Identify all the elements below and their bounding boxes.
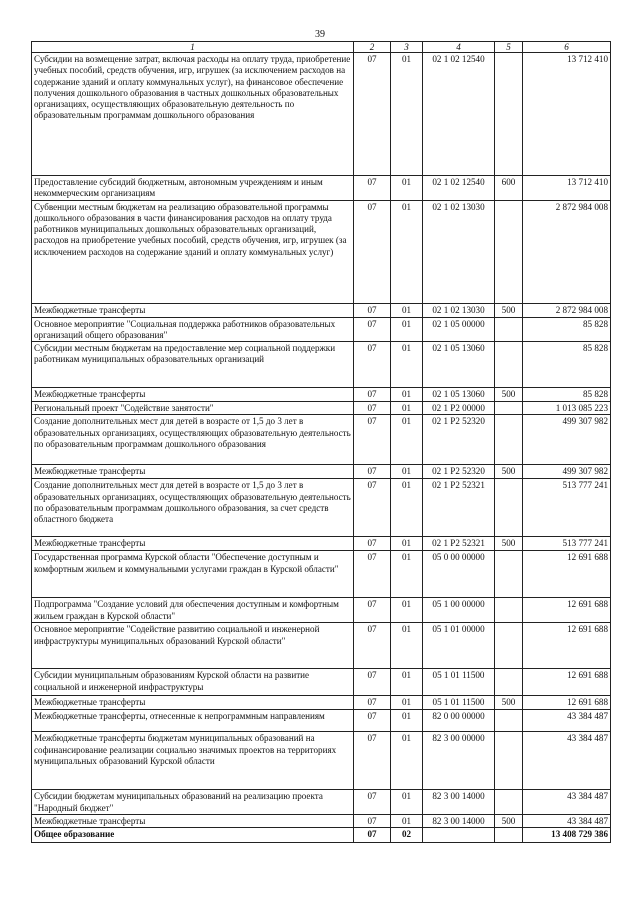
row-expense-type — [495, 53, 523, 176]
row-amount: 13 712 410 — [523, 176, 611, 201]
row-amount: 85 828 — [523, 388, 611, 402]
row-subsection: 01 — [391, 710, 423, 732]
row-target-article: 02 1 05 00000 — [423, 317, 495, 342]
row-section: 07 — [354, 696, 391, 710]
row-expense-type — [495, 828, 523, 843]
row-amount: 2 872 984 008 — [523, 200, 611, 303]
row-name: Субсидии на возмещение затрат, включая расходы на оплату труда, приобретение учебных пособий, средств обучения, игр, игрушек (за исключением расходов на содержание зданий и оплату коммунальных услуг), на финансовое обеспечение получения дошкольного образования в частных дошкольных образовательных организациях, осуществляющих образовательную деятельность по образовательным программам дошкольного образования — [32, 53, 354, 176]
table-row — [32, 551, 611, 598]
row-subsection: 01 — [391, 479, 423, 537]
row-section: 07 — [354, 388, 391, 402]
row-amount: 12 691 688 — [523, 696, 611, 710]
row-section: 07 — [354, 317, 391, 342]
row-amount: 499 307 982 — [523, 415, 611, 465]
row-section: 07 — [354, 815, 391, 828]
row-amount: 12 691 688 — [523, 551, 611, 598]
row-name: Межбюджетные трансферты — [32, 815, 354, 828]
table-row — [32, 790, 611, 815]
row-expense-type — [495, 790, 523, 815]
row-target-article: 02 1 02 12540 — [423, 53, 495, 176]
row-name: Межбюджетные трансферты бюджетам муниципальных образований на софинансирование реализации социально значимых проектов на территориях муниципальных образований Курской области — [32, 732, 354, 790]
row-subsection: 01 — [391, 669, 423, 696]
row-target-article: 05 1 01 11500 — [423, 696, 495, 710]
row-expense-type — [495, 479, 523, 537]
row-amount: 12 691 688 — [523, 598, 611, 623]
row-expense-type — [495, 623, 523, 669]
row-target-article: 82 3 00 00000 — [423, 732, 495, 790]
row-target-article: 02 1 02 13030 — [423, 303, 495, 317]
row-amount: 2 872 984 008 — [523, 303, 611, 317]
column-header-name: 1 — [32, 42, 354, 53]
row-expense-type — [495, 402, 523, 415]
row-name: Субвенции местным бюджетам на реализацию образовательной программы дошкольного образования в части финансирования расходов на оплату труда работников муниципальных дошкольных образовательных организаций, расходов на приобретение учебных пособий, средств обучения, игр, игрушек (за исключением расходов на содержание зданий и оплату коммунальных услуг) — [32, 200, 354, 303]
row-section: 07 — [354, 598, 391, 623]
row-subsection: 01 — [391, 388, 423, 402]
row-name: Межбюджетные трансферты, отнесенные к непрограммным направлениям — [32, 710, 354, 732]
row-section: 07 — [354, 342, 391, 388]
row-target-article: 02 1 05 13060 — [423, 342, 495, 388]
row-section: 07 — [354, 732, 391, 790]
row-target-article: 02 1 05 13060 — [423, 388, 495, 402]
row-name: Предоставление субсидий бюджетным, автономным учреждениям и иным некоммерческим организациям — [32, 176, 354, 201]
row-section: 07 — [354, 669, 391, 696]
row-amount: 13 712 410 — [523, 53, 611, 176]
table-row — [32, 623, 611, 669]
row-subsection: 02 — [391, 828, 423, 843]
row-section: 07 — [354, 479, 391, 537]
row-name: Межбюджетные трансферты — [32, 465, 354, 479]
row-amount: 85 828 — [523, 342, 611, 388]
table-row — [32, 200, 611, 303]
row-expense-type: 500 — [495, 815, 523, 828]
table-row — [32, 415, 611, 465]
row-expense-type: 500 — [495, 465, 523, 479]
row-section: 07 — [354, 465, 391, 479]
row-expense-type — [495, 710, 523, 732]
table-row — [32, 176, 611, 201]
row-name: Межбюджетные трансферты — [32, 537, 354, 551]
row-target-article: 02 1 02 13030 — [423, 200, 495, 303]
row-amount: 12 691 688 — [523, 623, 611, 669]
row-amount: 43 384 487 — [523, 732, 611, 790]
row-section: 07 — [354, 623, 391, 669]
row-target-article: 82 3 00 14000 — [423, 815, 495, 828]
row-target-article: 02 1 P2 52320 — [423, 465, 495, 479]
row-name: Субсидии муниципальным образованиям Курской области на развитие социальной и инженерной инфраструктуры — [32, 669, 354, 696]
row-name: Основное мероприятие "Социальная поддержка работников образовательных организаций общего образования" — [32, 317, 354, 342]
row-target-article: 05 1 01 11500 — [423, 669, 495, 696]
table-row — [32, 388, 611, 402]
row-section: 07 — [354, 551, 391, 598]
row-expense-type: 500 — [495, 303, 523, 317]
row-name: Межбюджетные трансферты — [32, 303, 354, 317]
row-expense-type — [495, 415, 523, 465]
row-subsection: 01 — [391, 415, 423, 465]
row-subsection: 01 — [391, 815, 423, 828]
table-row — [32, 479, 611, 537]
row-target-article: 05 1 01 00000 — [423, 623, 495, 669]
row-expense-type — [495, 200, 523, 303]
row-subsection: 01 — [391, 790, 423, 815]
row-section: 07 — [354, 790, 391, 815]
row-expense-type — [495, 732, 523, 790]
row-subsection: 01 — [391, 537, 423, 551]
row-section: 07 — [354, 200, 391, 303]
page-number: 39 — [315, 29, 325, 40]
table-row — [32, 317, 611, 342]
row-name: Межбюджетные трансферты — [32, 388, 354, 402]
row-amount: 12 691 688 — [523, 669, 611, 696]
row-subsection: 01 — [391, 551, 423, 598]
column-header-expense-type: 5 — [495, 42, 523, 53]
row-name: Подпрограмма "Создание условий для обеспечения доступным и комфортным жильем граждан в Курской области" — [32, 598, 354, 623]
table-row — [32, 710, 611, 732]
row-section: 07 — [354, 53, 391, 176]
row-expense-type: 600 — [495, 176, 523, 201]
table-row — [32, 696, 611, 710]
row-amount: 43 384 487 — [523, 815, 611, 828]
row-amount: 43 384 487 — [523, 790, 611, 815]
row-expense-type — [495, 669, 523, 696]
row-name: Субсидии местным бюджетам на предоставление мер социальной поддержки работникам муниципальных образовательных организаций — [32, 342, 354, 388]
table-row — [32, 303, 611, 317]
row-section: 07 — [354, 828, 391, 843]
row-amount: 43 384 487 — [523, 710, 611, 732]
table-row — [32, 815, 611, 828]
row-amount: 85 828 — [523, 317, 611, 342]
row-subsection: 01 — [391, 303, 423, 317]
row-target-article — [423, 828, 495, 843]
row-amount: 1 013 085 223 — [523, 402, 611, 415]
row-subsection: 01 — [391, 176, 423, 201]
table-row — [32, 402, 611, 415]
row-subsection: 01 — [391, 402, 423, 415]
row-amount: 499 307 982 — [523, 465, 611, 479]
row-expense-type — [495, 342, 523, 388]
row-section: 07 — [354, 402, 391, 415]
row-subsection: 01 — [391, 53, 423, 176]
row-subsection: 01 — [391, 465, 423, 479]
column-header-amount: 6 — [523, 42, 611, 53]
table-row — [32, 53, 611, 176]
row-amount: 513 777 241 — [523, 537, 611, 551]
table-row — [32, 669, 611, 696]
row-target-article: 82 0 00 00000 — [423, 710, 495, 732]
row-expense-type — [495, 317, 523, 342]
table-row — [32, 465, 611, 479]
row-name: Межбюджетные трансферты — [32, 696, 354, 710]
row-name: Основное мероприятие "Содействие развитию социальной и инженерной инфраструктуры муниципальных образований Курской области" — [32, 623, 354, 669]
row-name: Региональный проект "Содействие занятости" — [32, 402, 354, 415]
row-section: 07 — [354, 415, 391, 465]
row-expense-type: 500 — [495, 388, 523, 402]
row-section: 07 — [354, 710, 391, 732]
row-target-article: 05 0 00 00000 — [423, 551, 495, 598]
row-expense-type — [495, 598, 523, 623]
row-target-article: 02 1 02 12540 — [423, 176, 495, 201]
row-target-article: 02 1 P2 00000 — [423, 402, 495, 415]
row-expense-type — [495, 551, 523, 598]
column-header-section: 2 — [354, 42, 391, 53]
row-subsection: 01 — [391, 200, 423, 303]
row-subsection: 01 — [391, 317, 423, 342]
row-name: Государственная программа Курской области "Обеспечение доступным и комфортным жильем и коммунальными услугами граждан в Курской области" — [32, 551, 354, 598]
budget-table — [31, 41, 611, 843]
row-name: Субсидии бюджетам муниципальных образований на реализацию проекта "Народный бюджет" — [32, 790, 354, 815]
row-subsection: 01 — [391, 342, 423, 388]
table-row — [32, 598, 611, 623]
table-row — [32, 342, 611, 388]
row-subsection: 01 — [391, 696, 423, 710]
row-expense-type: 500 — [495, 537, 523, 551]
row-subsection: 01 — [391, 732, 423, 790]
row-target-article: 02 1 P2 52321 — [423, 537, 495, 551]
row-target-article: 82 3 00 14000 — [423, 790, 495, 815]
table-row — [32, 537, 611, 551]
table-header-row — [32, 42, 611, 53]
row-section: 07 — [354, 537, 391, 551]
row-target-article: 02 1 P2 52320 — [423, 415, 495, 465]
row-target-article: 05 1 00 00000 — [423, 598, 495, 623]
row-section: 07 — [354, 176, 391, 201]
row-section: 07 — [354, 303, 391, 317]
table-row — [32, 732, 611, 790]
row-name: Создание дополнительных мест для детей в возрасте от 1,5 до 3 лет в образовательных организациях, осуществляющих образовательную деятельность по образовательным программам дошкольного образования — [32, 415, 354, 465]
row-name: Общее образование — [32, 828, 354, 843]
row-subsection: 01 — [391, 598, 423, 623]
table-total-row — [32, 828, 611, 843]
column-header-subsection: 3 — [391, 42, 423, 53]
row-subsection: 01 — [391, 623, 423, 669]
row-target-article: 02 1 P2 52321 — [423, 479, 495, 537]
row-amount: 513 777 241 — [523, 479, 611, 537]
row-amount: 13 408 729 386 — [523, 828, 611, 843]
row-name: Создание дополнительных мест для детей в возрасте от 1,5 до 3 лет в образовательных организациях, осуществляющих образовательную деятельность по образовательным программам дошкольного образования, за счет средств областного бюджета — [32, 479, 354, 537]
column-header-target-article: 4 — [423, 42, 495, 53]
row-expense-type: 500 — [495, 696, 523, 710]
